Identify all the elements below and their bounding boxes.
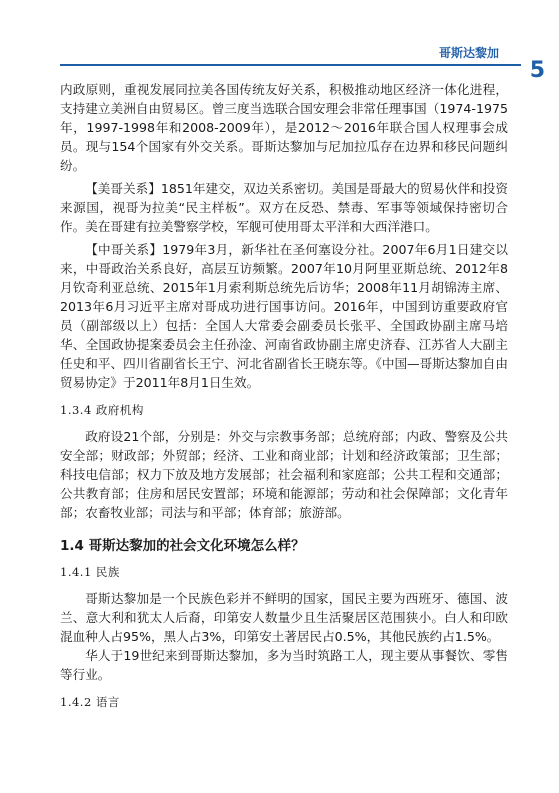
page-number: 5 xyxy=(529,58,545,83)
heading-government-agencies: 1.3.4 政府机构 xyxy=(60,403,144,417)
paragraph-us-relations: 【美哥关系】1851年建交，双边关系密切。美国是哥最大的贸易伙伴和投资来源国，视哥为拉美“民主样板”。双方在反恐、禁毒、军事等领域保持密切合作。美在哥建有拉美警察学校，军舰可使用哥太平洋和大西洋港口。 xyxy=(60,181,508,234)
paragraph-ethnicity: 哥斯达黎加是一个民族色彩并不鲜明的国家，国民主要为西班牙、德国、波兰、意大利和犹太人后裔，印第安人数量少且生活聚居区范围狭小。白人和印欧混血种人占95%，黑人占3%，印第安土著居民占0.5%，其他民族约占1.5%。 xyxy=(60,591,508,644)
header-rule xyxy=(60,64,521,66)
heading-social-culture: 1.4 哥斯达黎加的社会文化环境怎么样？ xyxy=(60,538,305,554)
heading-language: 1.4.2 语言 xyxy=(60,695,120,709)
paragraph-foreign-policy: 内政原则，重视发展同拉美各国传统友好关系，积极推动地区经济一体化进程，支持建立美洲自由贸易区。曾三度当选联合国安理会非常任理事国（1974-1975年，1997-1998年和2008-2009年），是2012～2016年联合国人权理事会成员。现与154个国家有外交关系。哥斯达黎加与尼加拉瓜存在边界和移民问题纠纷。 xyxy=(60,82,508,173)
paragraph-chinese-community: 华人于19世纪来到哥斯达黎加，多为当时筑路工人，现主要从事餐饮、零售等行业。 xyxy=(60,648,508,682)
running-header-title: 哥斯达黎加 xyxy=(438,46,499,60)
page-body xyxy=(60,80,508,719)
paragraph-china-relations: 【中哥关系】1979年3月，新华社在圣何塞设分社。2007年6月1日建交以来，中哥政治关系良好，高层互访频繁。2007年10月阿里亚斯总统、2012年8月钦奇利亚总统、2015年1月索利斯总统先后访华；2008年11月胡锦涛主席、2013年6月习近平主席对哥成功进行国事访问。2016年，中国到访重要政府官员（副部级以上）包括：全国人大常委会副委员长张平、全国政协副主席马培华、全国政协提案委员会主任孙淦、河南省政协副主席史济春、江苏省人大副主任史和平、四川省副省长王宁、河北省副省长王晓东等。《中国—哥斯达黎加自由贸易协定》于2011年8月1日生效。 xyxy=(60,242,508,390)
paragraph-government-ministries: 政府设21个部，分别是：外交与宗教事务部；总统府部；内政、警察及公共安全部；财政部；外贸部；经济、工业和商业部；计划和经济政策部；卫生部；科技电信部；权力下放及地方发展部；社会福利和家庭部；公共工程和交通部；公共教育部；住房和居民安置部；环境和能源部；劳动和社会保障部；文化青年部；农畜牧业部；司法与和平部；体育部；旅游部。 xyxy=(60,429,508,520)
heading-ethnicity: 1.4.1 民族 xyxy=(60,565,120,579)
